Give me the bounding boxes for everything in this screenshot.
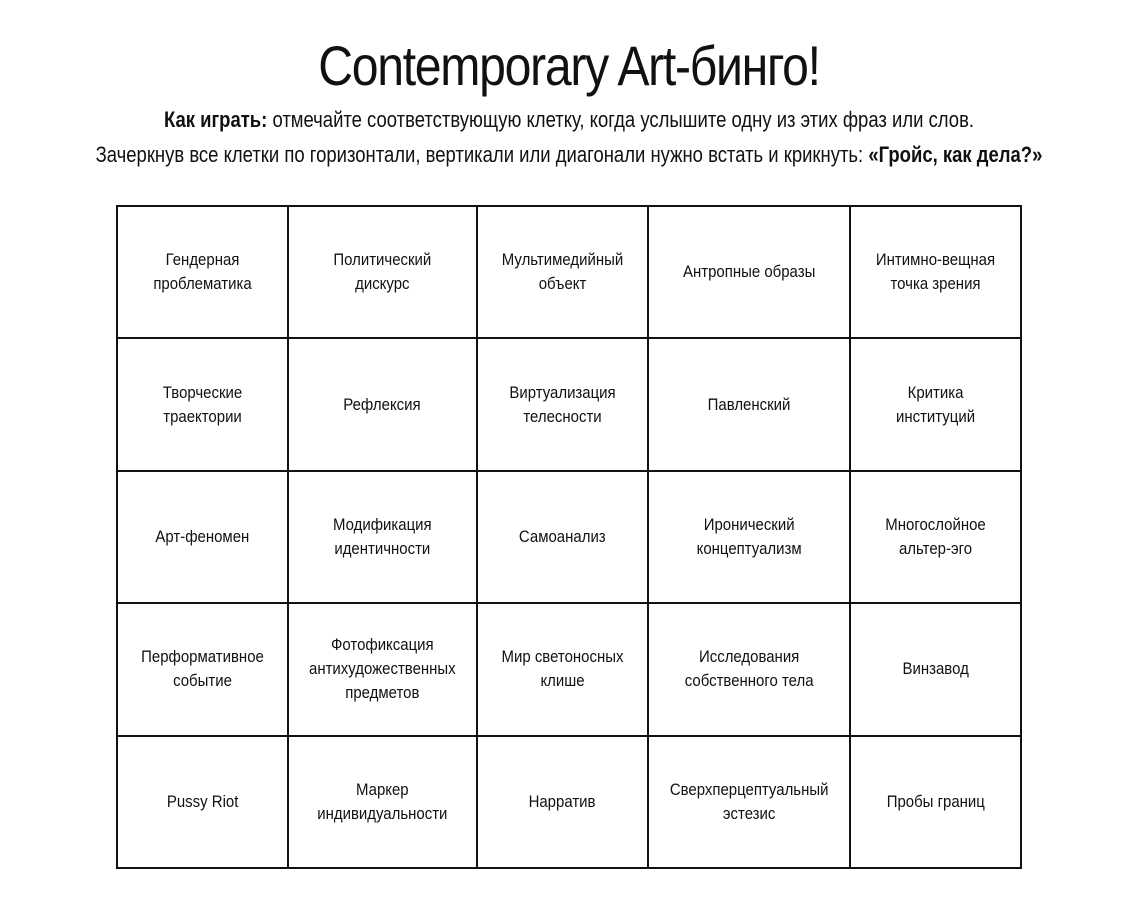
bingo-cell-label: Исследования собственного тела xyxy=(684,647,814,691)
bingo-cell-label: Фотофиксация антихудожественных предметов xyxy=(309,635,456,703)
bingo-cell[interactable] xyxy=(289,472,478,604)
bingo-cell[interactable] xyxy=(649,207,851,339)
bingo-cell[interactable] xyxy=(118,604,289,736)
bingo-cell-label: Перформативное событие xyxy=(141,647,264,691)
bingo-cell[interactable] xyxy=(851,737,1022,869)
bingo-cell[interactable] xyxy=(289,339,478,471)
bingo-cell[interactable] xyxy=(289,207,478,339)
win-shout-phrase: «Гройс, как дела?» xyxy=(868,142,1043,167)
bingo-cell[interactable] xyxy=(851,604,1022,736)
bingo-cell[interactable] xyxy=(478,207,649,339)
bingo-cell-label: Виртуализация телесности xyxy=(509,382,616,426)
bingo-cell[interactable] xyxy=(118,472,289,604)
how-to-play-text: отмечайте соответствующую клетку, когда услышите одну из этих фраз или слов. xyxy=(267,107,975,132)
bingo-cell[interactable] xyxy=(851,472,1022,604)
bingo-cell-label: Павленский xyxy=(707,394,791,414)
bingo-cell[interactable] xyxy=(851,207,1022,339)
bingo-cell[interactable] xyxy=(118,339,289,471)
bingo-cell-label: Нарратив xyxy=(528,791,596,811)
bingo-cell-label: Гендерная проблематика xyxy=(153,250,252,294)
bingo-cell-label: Рефлексия xyxy=(343,394,421,414)
bingo-cell-label: Pussy Riot xyxy=(166,791,239,811)
bingo-cell-label: Многослойное альтер-эго xyxy=(885,514,986,558)
bingo-cell-label: Маркер индивидуальности xyxy=(317,779,448,823)
bingo-cell[interactable] xyxy=(478,339,649,471)
page-title: Contemporary Art-бинго! xyxy=(318,34,820,97)
bingo-cell[interactable] xyxy=(851,339,1022,471)
how-to-play-label: Как играть: xyxy=(163,107,268,132)
bingo-cell[interactable] xyxy=(289,737,478,869)
bingo-cell-label: Модификация идентичности xyxy=(333,514,432,558)
bingo-cell[interactable] xyxy=(649,339,851,471)
win-rule-text: Зачеркнув все клетки по горизонтали, вертикали или диагонали нужно встать и крикнуть: xyxy=(95,142,869,167)
bingo-cell-label: Интимно-вещная точка зрения xyxy=(875,250,996,294)
bingo-cell[interactable] xyxy=(478,472,649,604)
bingo-cell[interactable] xyxy=(478,604,649,736)
instructions-win-rule xyxy=(91,140,1047,170)
bingo-cell[interactable] xyxy=(649,737,851,869)
bingo-cell-label: Самоанализ xyxy=(518,526,606,546)
bingo-cell[interactable] xyxy=(649,604,851,736)
bingo-board xyxy=(116,205,1022,869)
bingo-cell-label: Арт-феномен xyxy=(155,526,250,546)
bingo-cell-label: Мультимедийный объект xyxy=(501,250,623,294)
bingo-cell[interactable] xyxy=(649,472,851,604)
bingo-cell[interactable] xyxy=(289,604,478,736)
bingo-cell-label: Критика институций xyxy=(895,382,976,426)
bingo-cell[interactable] xyxy=(478,737,649,869)
bingo-cell-label: Пробы границ xyxy=(886,791,985,811)
bingo-cell[interactable] xyxy=(118,737,289,869)
bingo-cell-label: Иронический концептуализм xyxy=(696,514,802,558)
bingo-cell-label: Сверхперцептуальный эстезис xyxy=(669,779,829,823)
bingo-cell-label: Политический дискурс xyxy=(333,250,432,294)
bingo-cell-label: Творческие траектории xyxy=(162,382,243,426)
bingo-cell-label: Антропные образы xyxy=(682,262,815,282)
bingo-cell[interactable] xyxy=(118,207,289,339)
bingo-cell-label: Мир светоносных клише xyxy=(501,647,624,691)
bingo-cell-label: Винзавод xyxy=(902,659,969,679)
instructions-how-to-play xyxy=(91,105,1047,135)
